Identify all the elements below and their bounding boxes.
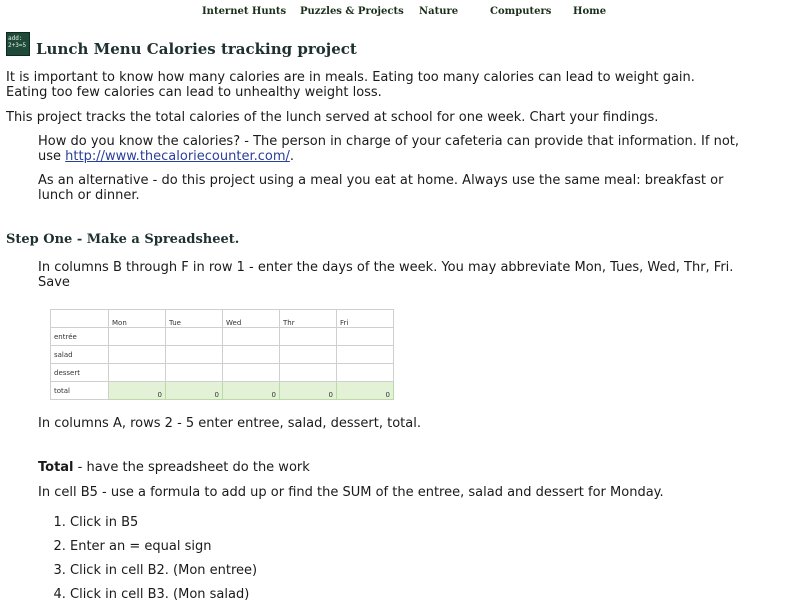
nav-home[interactable]: Home bbox=[573, 6, 607, 17]
table-header-tue: Tue bbox=[166, 310, 223, 328]
table-cell bbox=[166, 346, 223, 364]
table-cell bbox=[337, 346, 394, 364]
list-item: 3. Click in cell B2. (Mon entree) bbox=[70, 559, 257, 583]
spreadsheet-example bbox=[50, 309, 394, 400]
alternative-paragraph: As an alternative - do this project using a meal you eat at home. Always use the same meal: breakfast or lunch or dinner. bbox=[38, 173, 724, 203]
math-logo-icon: add: 2+3=5 bbox=[6, 32, 30, 56]
nav-nature[interactable]: Nature bbox=[419, 6, 459, 17]
row-label-dessert: dessert bbox=[51, 364, 109, 382]
intro-paragraph: It is important to know how many calories are in meals. Eating too many calories can lead to weight gain. Eating too few calories can lead to unhealthy weight loss. bbox=[6, 70, 695, 100]
table-header-mon: Mon bbox=[109, 310, 166, 328]
column-a-instructions: In columns A, rows 2 - 5 enter entree, salad, dessert, total. bbox=[38, 416, 421, 431]
calorie-source-period: . bbox=[289, 149, 295, 164]
list-item: 4. Click in cell B3. (Mon salad) bbox=[70, 583, 257, 607]
calorie-counter-link[interactable]: http://www.thecaloriecounter.com/ bbox=[65, 149, 290, 164]
table-cell bbox=[337, 364, 394, 382]
table-cell bbox=[280, 364, 337, 382]
nav-internet-hunts[interactable]: Internet Hunts bbox=[202, 6, 287, 17]
total-cell-thr: 0 bbox=[280, 382, 337, 400]
total-heading: Total bbox=[38, 460, 74, 475]
table-cell bbox=[109, 346, 166, 364]
table-header-fri: Fri bbox=[337, 310, 394, 328]
list-item: 2. Enter an = equal sign bbox=[70, 535, 257, 559]
row-label-total: total bbox=[51, 382, 109, 400]
step-one-instructions: In columns B through F in row 1 - enter the days of the week. You may abbreviate Mon, Tues, Wed, Thr, Fri. Save bbox=[38, 260, 734, 290]
page-title: Lunch Menu Calories tracking project bbox=[36, 40, 357, 58]
cell-b5-instructions: In cell B5 - use a formula to add up or find the SUM of the entree, salad and dessert for Monday. bbox=[38, 485, 664, 500]
instruction-steps bbox=[38, 511, 257, 607]
table-cell bbox=[223, 328, 280, 346]
row-label-entree: entrée bbox=[51, 328, 109, 346]
table-row bbox=[51, 328, 394, 346]
table-row bbox=[51, 382, 394, 400]
calorie-source-text: How do you know the calories? - The person in charge of your cafeteria can provide that information. If not, use bbox=[38, 134, 739, 164]
list-item: 1. Click in B5 bbox=[70, 511, 257, 535]
table-cell bbox=[166, 364, 223, 382]
table-cell bbox=[51, 310, 109, 328]
table-cell bbox=[223, 364, 280, 382]
total-heading-paragraph bbox=[38, 460, 758, 475]
total-cell-mon: 0 bbox=[109, 382, 166, 400]
step-one-heading: Step One - Make a Spreadsheet. bbox=[6, 232, 240, 247]
table-cell bbox=[280, 328, 337, 346]
table-cell bbox=[280, 346, 337, 364]
table-row bbox=[51, 364, 394, 382]
table-cell bbox=[223, 346, 280, 364]
total-cell-wed: 0 bbox=[223, 382, 280, 400]
row-label-salad: salad bbox=[51, 346, 109, 364]
top-navigation bbox=[0, 6, 800, 22]
table-cell bbox=[109, 328, 166, 346]
nav-computers[interactable]: Computers bbox=[490, 6, 552, 17]
total-cell-fri: 0 bbox=[337, 382, 394, 400]
total-cell-tue: 0 bbox=[166, 382, 223, 400]
table-header-thr: Thr bbox=[280, 310, 337, 328]
table-row bbox=[51, 346, 394, 364]
table-cell bbox=[337, 328, 394, 346]
project-description: This project tracks the total calories of the lunch served at school for one week. Chart your findings. bbox=[6, 110, 659, 125]
table-cell bbox=[109, 364, 166, 382]
table-row bbox=[51, 310, 394, 328]
calorie-source-paragraph bbox=[38, 134, 758, 164]
table-cell bbox=[166, 328, 223, 346]
total-heading-rest: - have the spreadsheet do the work bbox=[73, 460, 310, 475]
table-header-wed: Wed bbox=[223, 310, 280, 328]
nav-puzzles-projects[interactable]: Puzzles & Projects bbox=[300, 6, 404, 17]
